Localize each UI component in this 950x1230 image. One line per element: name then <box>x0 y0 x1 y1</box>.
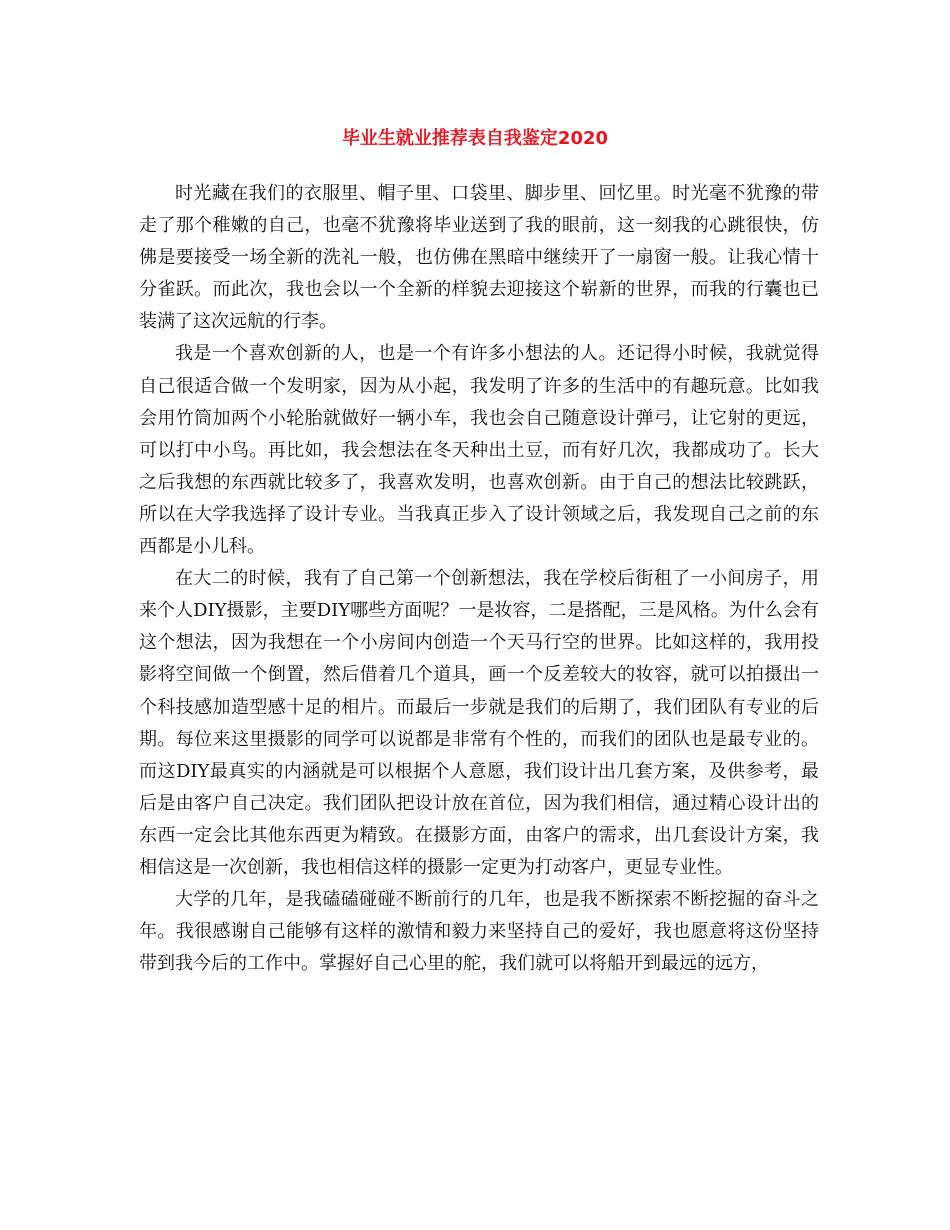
paragraph-4: 大学的几年，是我磕磕碰碰不断前行的几年，也是我不断探索不断挖掘的奋斗之年。我很感谢自己能够有这样的激情和毅力来坚持自己的爱好，我也愿意将这份坚持带到我今后的工作中。掌握好自己心里的舵，我们就可以将船开到最远的远方， <box>139 889 819 975</box>
paragraph-1: 时光藏在我们的衣服里、帽子里、口袋里、脚步里、回忆里。时光毫不犹豫的带走了那个稚嫩的自己，也毫不犹豫将毕业送到了我的眼前，这一刻我的心跳很快，仿佛是要接受一场全新的洗礼一般，也仿佛在黑暗中继续开了一扇窗一般。让我心情十分雀跃。而此次，我也会以一个全新的样貌去迎接这个崭新的世界，而我的行囊也已装满了这次远航的行李。 <box>139 183 819 333</box>
paragraph-3: 在大二的时候，我有了自己第一个创新想法，我在学校后街租了一小间房子，用来个人DIY摄影，主要DIY哪些方面呢？一是妆容，二是搭配，三是风格。为什么会有这个想法，因为我想在一个小房间内创造一个天马行空的世界。比如这样的，我用投影将空间做一个倒置，然后借着几个道具，画一个反差较大的妆容，就可以拍摄出一个科技感加造型感十足的相片。而最后一步就是我们的后期了，我们团队有专业的后期。每位来这里摄影的同学可以说都是非常有个性的，而我们的团队也是最专业的。而这DIY最真实的内涵就是可以根据个人意愿，我们设计出几套方案，及供参考，最后是由客户自己决定。我们团队把设计放在首位，因为我们相信，通过精心设计出的东西一定会比其他东西更为精致。在摄影方面，由客户的需求，出几套设计方案，我相信这是一次创新，我也相信这样的摄影一定更为打动客户，更显专业性。 <box>139 568 819 878</box>
document-body <box>139 178 819 980</box>
document-title: 毕业生就业推荐表自我鉴定2020 <box>341 128 609 149</box>
paragraph-2: 我是一个喜欢创新的人，也是一个有许多小想法的人。还记得小时候，我就觉得自己很适合做一个发明家，因为从小起，我发明了许多的生活中的有趣玩意。比如我会用竹筒加两个小轮胎就做好一辆小车，我也会自己随意设计弹弓，让它射的更远，可以打中小鸟。再比如，我会想法在冬天种出土豆，而有好几次，我都成功了。长大之后我想的东西就比较多了，我喜欢发明，也喜欢创新。由于自己的想法比较跳跃，所以在大学我选择了设计专业。当我真正步入了设计领域之后，我发现自己之前的东西都是小儿科。 <box>139 343 819 558</box>
